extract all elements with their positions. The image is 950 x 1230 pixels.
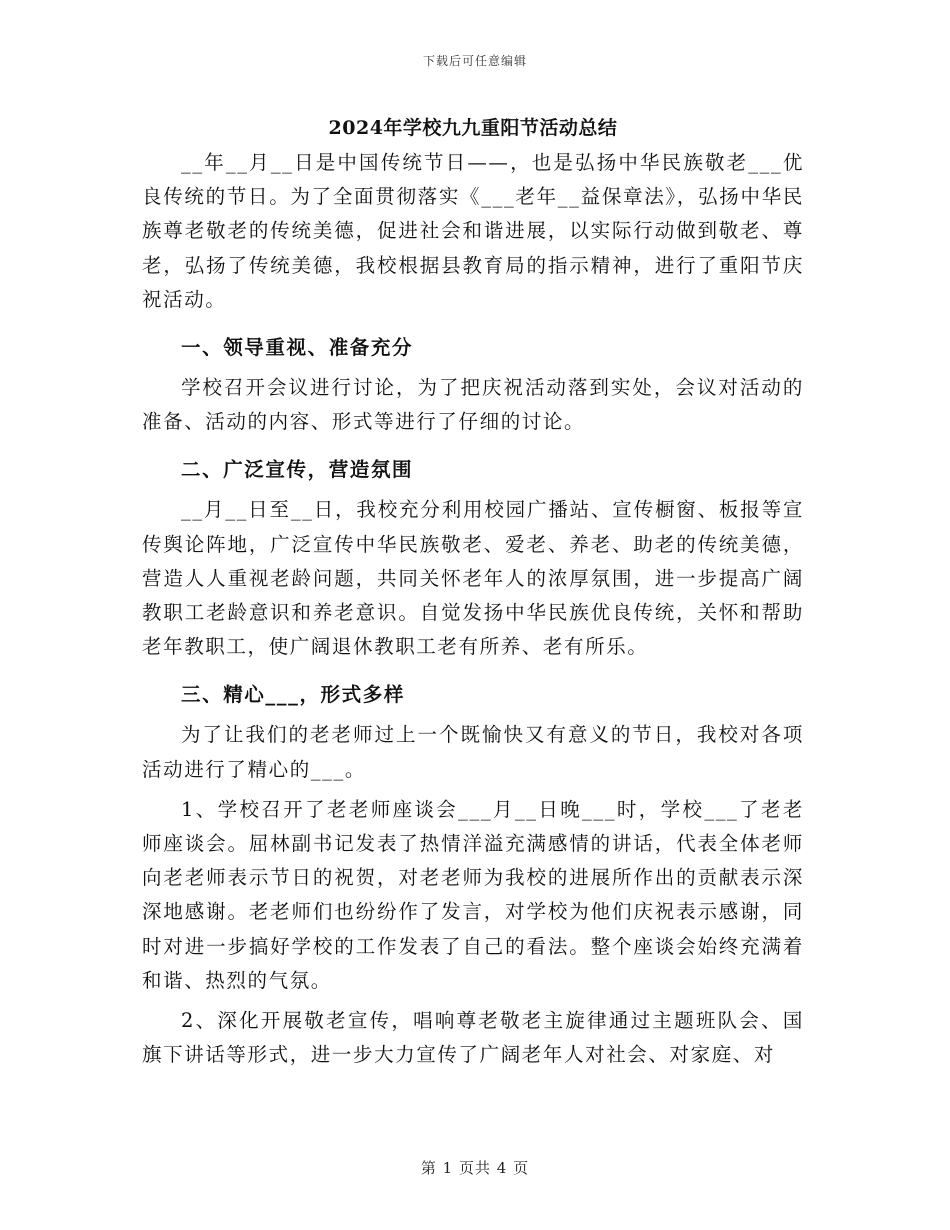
- section-3-item-1: 1、学校召开了老老师座谈会___月__日晚___时，学校___了老老师座谈会。屈林副书记发表了热情洋溢充满感情的讲话，代表全体老师向老老师表示节日的祝贺，对老老师为我校的进展所作出的贡献表示深深地感谢。老老师们也纷纷作了发言，对学校为他们庆祝表示感谢，同时对进一步搞好学校的工作发表了自己的看法。整个座谈会始终充满着和谐、热烈的气氛。: [142, 797, 804, 992]
- page-number-footer: 第 1 页共 4 页: [420, 1159, 530, 1177]
- intro-paragraph: __年__月__日是中国传统节日——，也是弘扬中华民族敬老___优良传统的节日。为了全面贯彻落实《___老年__益保章法》，弘扬中华民族尊老敬老的传统美德，促进社会和谐进展，以实际行动做到敬老、尊老，弘扬了传统美德，我校根据县教育局的指示精神，进行了重阳节庆祝活动。: [142, 151, 804, 311]
- document-body: [142, 110, 804, 1072]
- section-3-item-2: 2、深化开展敬老宣传，唱响尊老敬老主旋律通过主题班队会、国旗下讲话等形式，进一步大力宣传了广阔老年人对社会、对家庭、对: [142, 1009, 804, 1067]
- section-3-heading: 三、精心___，形式多样: [181, 683, 405, 707]
- section-1-heading: 一、领导重视、准备充分: [181, 336, 414, 360]
- page-header-note: 下载后可任意编辑: [422, 54, 527, 68]
- document-title: 2024年学校九九重阳节活动总结: [328, 117, 618, 139]
- section-2-paragraph: __月__日至__日，我校充分利用校园广播站、宣传橱窗、板报等宣传舆论阵地，广泛宣传中华民族敬老、爱老、养老、助老的传统美德，营造人人重视老龄问题，共同关怀老年人的浓厚氛围，进一步提高广阔教职工老龄意识和养老意识。自觉发扬中华民族优良传统，关怀和帮助老年教职工，使广阔退休教职工老有所养、老有所乐。: [142, 498, 804, 659]
- section-3-paragraph: 为了让我们的老老师过上一个既愉快又有意义的节日，我校对各项活动进行了精心的___。: [142, 723, 804, 781]
- section-1-paragraph: 学校召开会议进行讨论，为了把庆祝活动落到实处，会议对活动的准备、活动的内容、形式等进行了仔细的讨论。: [142, 376, 804, 434]
- section-2-heading: 二、广泛宣传，营造氛围: [181, 458, 414, 482]
